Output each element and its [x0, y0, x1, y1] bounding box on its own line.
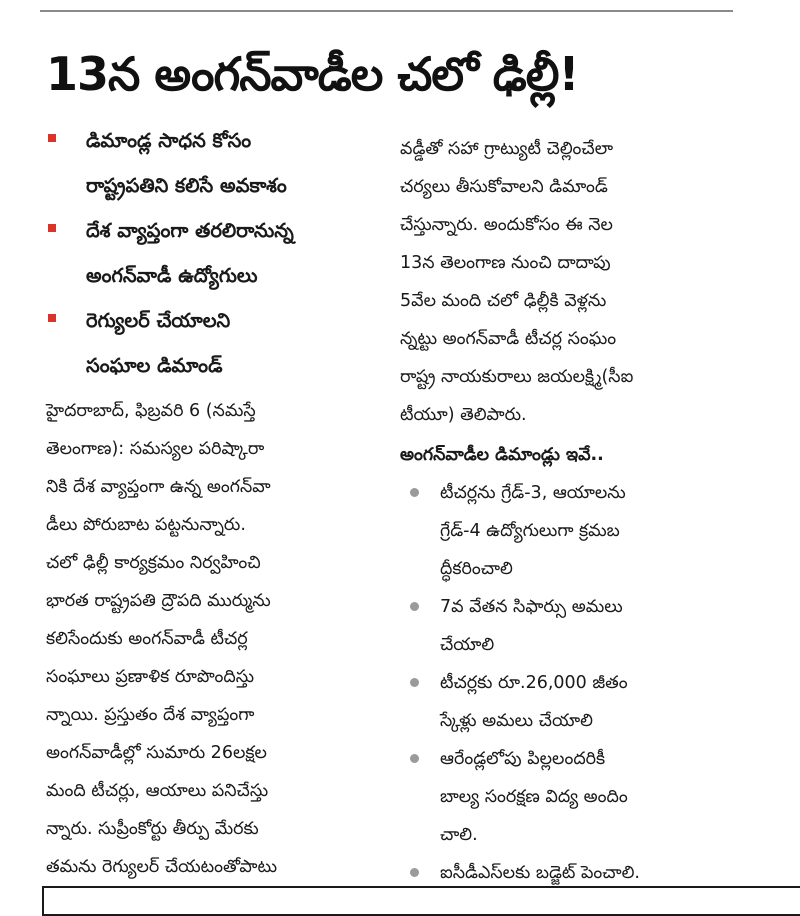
demands-list	[400, 474, 755, 892]
highlight-item	[46, 118, 376, 208]
highlight-line: దేశ వ్యాప్తంగా తరలిరానున్న	[86, 219, 294, 242]
highlight-item	[46, 208, 376, 298]
demand-line: స్కేళ్లు అమలు చేయాలి	[440, 711, 593, 731]
highlight-line: సంఘాల డిమాండ్	[86, 354, 223, 377]
top-rule	[40, 10, 733, 12]
body-line: డీలు పోరుబాట పట్టనున్నారు.	[46, 515, 246, 535]
right-column	[400, 130, 755, 892]
demand-item	[400, 588, 755, 664]
square-bullet-icon	[48, 314, 56, 322]
left-column	[46, 118, 376, 886]
demand-line: గ్రేడ్-4 ఉద్యోగులుగా క్రమబ	[440, 521, 620, 541]
body-line: చలో ఢిల్లీ కార్యక్రమం నిర్వహించి	[46, 553, 261, 573]
demand-item	[400, 474, 755, 588]
square-bullet-icon	[48, 134, 56, 142]
body-line: హైదరాబాద్, ఫిబ్రవరి 6 (నమస్తే	[46, 401, 256, 421]
highlight-line: రెగ్యులర్ చేయాలని	[86, 309, 231, 332]
body-line: 5వేల మంది చలో ఢిల్లీకి వెళ్లను	[400, 291, 607, 311]
demand-line: ద్ధీకరించాలి	[440, 559, 513, 579]
demand-line: బాల్య సంరక్షణ విద్య అందిం	[440, 787, 628, 807]
demand-line: ఆరేండ్లలోపు పిల్లలందరికీ	[440, 749, 606, 769]
body-line: టీయూ) తెలిపారు.	[400, 405, 527, 425]
body-line: భారత రాష్ట్రపతి ద్రౌపది ముర్మును	[46, 591, 271, 611]
demand-line: టీచర్లకు రూ.26,000 జీతం	[440, 673, 628, 693]
dot-bullet-icon	[410, 868, 419, 877]
body-line: తెలంగాణ): సమస్యల పరిష్కారా	[46, 439, 265, 459]
body-line: మంది టీచర్లు, ఆయాలు పనిచేస్తు	[46, 781, 269, 801]
body-line: కలిసేందుకు అంగన్‌వాడీ టీచర్ల	[46, 629, 248, 649]
body-line: రాష్ట్ర నాయకురాలు జయలక్ష్మి(సీఐ	[400, 367, 634, 387]
body-line: తమను రెగ్యులర్ చేయటంతోపాటు	[46, 857, 278, 877]
body-right-text	[400, 130, 755, 434]
demand-item	[400, 664, 755, 740]
body-line: న్నాయి. ప్రస్తుతం దేశ వ్యాప్తంగా	[46, 705, 255, 725]
demand-line: చాలి.	[440, 825, 478, 845]
demand-line: ఐసీడీఎస్‌లకు బడ్జెట్ పెంచాలి.	[440, 863, 640, 883]
highlight-item	[46, 298, 376, 388]
dot-bullet-icon	[410, 678, 419, 687]
demand-line: చేయాలి	[440, 635, 495, 655]
highlight-line: అంగన్‌వాడీ ఉద్యోగులు	[86, 264, 258, 287]
body-line: చేస్తున్నారు. అందుకోసం ఈ నెల	[400, 215, 613, 235]
dot-bullet-icon	[410, 754, 419, 763]
body-line: చర్యలు తీసుకోవాలని డిమాండ్	[400, 177, 608, 197]
body-line: అంగన్‌వాడీల్లో సుమారు 26లక్షల	[46, 743, 267, 763]
body-line: నికి దేశ వ్యాప్తంగా ఉన్న అంగన్‌వా	[46, 477, 271, 497]
dot-bullet-icon	[410, 602, 419, 611]
next-article-box-border	[42, 886, 800, 916]
body-left-text	[46, 392, 376, 886]
demand-line: 7వ వేతన సిఫార్సు అమలు	[440, 597, 623, 617]
body-line: సంఘాలు ప్రణాళిక రూపొందిస్తు	[46, 667, 255, 687]
dot-bullet-icon	[410, 488, 419, 497]
headline: 13న అంగన్‌వాడీల చలో ఢిల్లీ!	[46, 47, 579, 101]
highlights-list	[46, 118, 376, 388]
demand-line: టీచర్లను గ్రేడ్-3, ఆయాలను	[440, 483, 626, 503]
body-line: 13న తెలంగాణ నుంచి దాదాపు	[400, 253, 611, 273]
highlight-line: రాష్ట్రపతిని కలిసే అవకాశం	[86, 174, 287, 197]
highlight-line: డిమాండ్ల సాధన కోసం	[86, 129, 252, 152]
body-line: న్నట్టు అంగన్‌వాడీ టీచర్ల సంఘం	[400, 329, 617, 349]
body-line: వడ్డీతో సహా గ్రాట్యుటీ చెల్లించేలా	[400, 139, 614, 159]
demands-heading: అంగన్‌వాడీల డిమాండ్లు ఇవే..	[400, 445, 604, 465]
body-line: న్నారు. సుప్రీంకోర్టు తీర్పు మేరకు	[46, 819, 259, 839]
demand-item	[400, 740, 755, 854]
square-bullet-icon	[48, 224, 56, 232]
